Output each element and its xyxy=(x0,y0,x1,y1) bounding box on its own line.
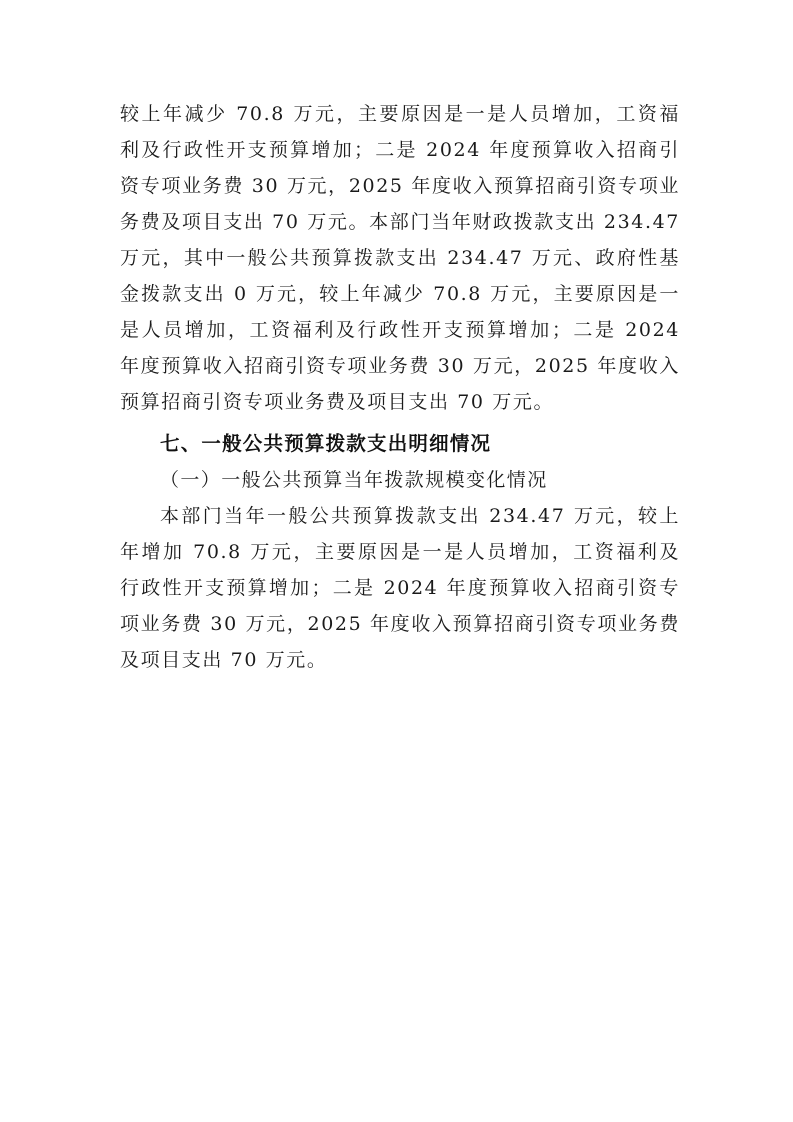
text-line: 及项目支出 70 万元。 xyxy=(120,649,328,671)
text-line: 务费及项目支出 70 万元。本部门当年财政拨款支出 234.47 xyxy=(120,211,680,233)
text-line: 预算招商引资专项业务费及项目支出 70 万元。 xyxy=(120,391,555,413)
page-content xyxy=(120,96,680,678)
text-line: 年度预算收入招商引资专项业务费 30 万元，2025 年度收入 xyxy=(120,355,680,377)
text-line: 金拨款支出 0 万元，较上年减少 70.8 万元，主要原因是一 xyxy=(120,283,680,305)
sub-heading: （一）一般公共预算当年拨款规模变化情况 xyxy=(160,469,548,491)
text-line: 是人员增加，工资福利及行政性开支预算增加；二是 2024 xyxy=(120,319,680,341)
paragraph-general-budget xyxy=(120,498,680,678)
paragraph-budget-summary xyxy=(120,96,680,420)
text-line: 万元，其中一般公共预算拨款支出 234.47 万元、政府性基 xyxy=(120,247,680,269)
text-line: 较上年减少 70.8 万元，主要原因是一是人员增加，工资福 xyxy=(120,103,680,125)
text-line: 资专项业务费 30 万元，2025 年度收入预算招商引资专项业 xyxy=(120,175,680,197)
text-line: 项业务费 30 万元，2025 年度收入预算招商引资专项业务费 xyxy=(120,613,680,635)
section-heading: 七、一般公共预算拨款支出明细情况 xyxy=(160,432,492,455)
text-line: 年增加 70.8 万元，主要原因是一是人员增加，工资福利及 xyxy=(120,541,680,563)
text-line: 本部门当年一般公共预算拨款支出 234.47 万元，较上 xyxy=(160,505,680,527)
text-line: 行政性开支预算增加；二是 2024 年度预算收入招商引资专 xyxy=(120,577,680,599)
text-line: 利及行政性开支预算增加；二是 2024 年度预算收入招商引 xyxy=(120,139,680,161)
